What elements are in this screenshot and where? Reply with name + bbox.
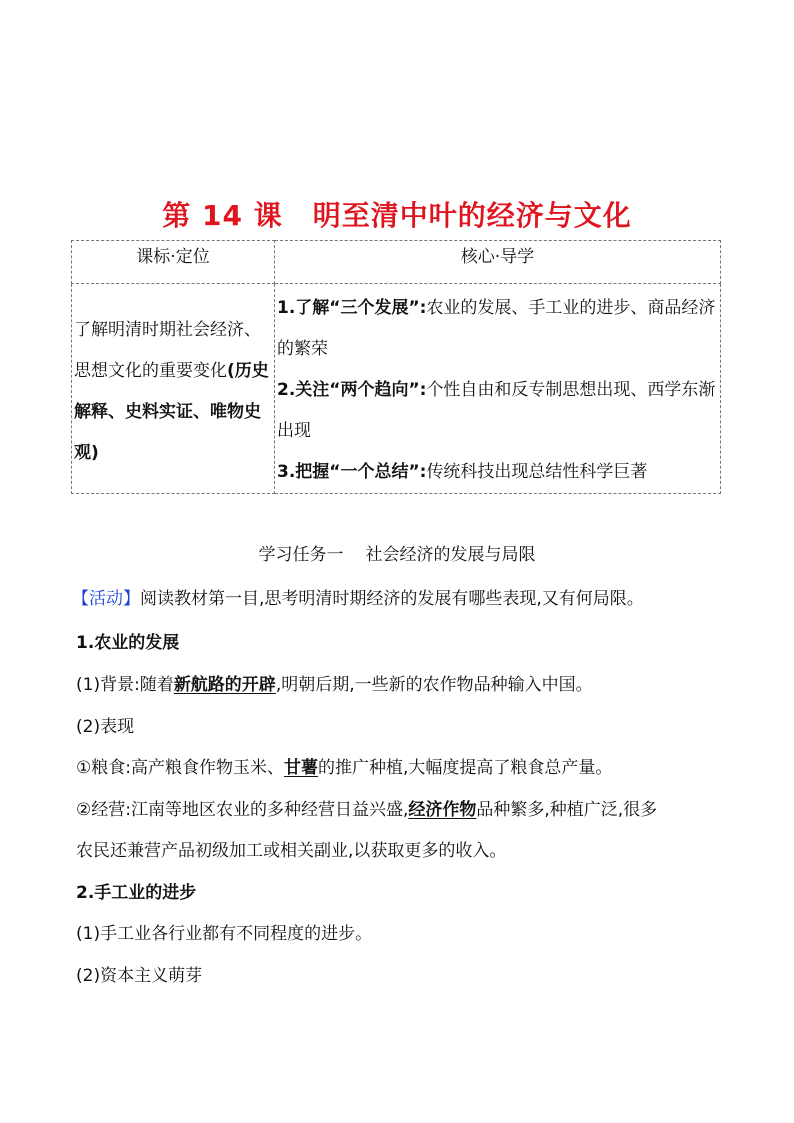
- paragraph-handicraft: (1)手工业各行业都有不同程度的进步。: [76, 924, 373, 944]
- guide-table-body-row: [72, 284, 721, 494]
- lesson-title: 明至清中叶的经济与文化: [312, 199, 632, 232]
- core-item-lead: 2.关注“两个趋向”:: [277, 380, 427, 400]
- core-item-text: 农业的发展、手工业的进步、商品经济的繁荣: [277, 298, 716, 359]
- activity-text: 阅读教材第一目,思考明清时期经济的发展有哪些表现,又有何局限。: [140, 589, 644, 609]
- guide-table-header-row: [72, 241, 721, 284]
- core-item: [277, 452, 720, 493]
- heading-handicraft: 2.手工业的进步: [76, 883, 197, 903]
- core-item: [277, 288, 720, 370]
- section-name: 社会经济的发展与局限: [365, 545, 536, 565]
- paragraph-background: (1)背景:随着新航路的开辟,明朝后期,一些新的农作物品种输入中国。: [76, 675, 593, 695]
- section-heading: [0, 540, 794, 565]
- paragraph-performance: (2)表现: [76, 717, 135, 737]
- curriculum-literacy: (历史解释、史料实证、唯物史观): [74, 361, 269, 463]
- key-term: 经济作物: [408, 800, 477, 820]
- page-title: [0, 194, 794, 234]
- key-term: 甘薯: [283, 758, 318, 778]
- paragraph-grain: ①粮食:高产粮食作物玉米、甘薯的推广种植,大幅度提高了粮食总产量。: [76, 758, 613, 778]
- paragraph-operation-cont: 农民还兼营产品初级加工或相关副业,以获取更多的收入。: [76, 841, 507, 861]
- guide-table: [71, 240, 721, 494]
- core-cell: [275, 284, 721, 494]
- core-item-text: 传统科技出现总结性科学巨著: [426, 462, 648, 482]
- activity-label: 【活动】: [72, 589, 140, 609]
- section-task: 学习任务一: [258, 545, 344, 565]
- paragraph-capitalism: (2)资本主义萌芽: [76, 966, 203, 986]
- core-item-lead: 1.了解“三个发展”:: [277, 298, 427, 318]
- core-item-text: 个性自由和反专制思想出现、西学东渐出现: [277, 380, 716, 441]
- curriculum-cell: [72, 284, 275, 494]
- heading-agriculture: 1.农业的发展: [76, 633, 180, 653]
- curriculum-text: 了解明清时期社会经济、思想文化的重要变化: [74, 320, 261, 381]
- header-core: 核心·导学: [275, 241, 721, 284]
- core-item: [277, 370, 720, 452]
- header-curriculum: 课标·定位: [72, 241, 275, 284]
- activity-line: [72, 584, 644, 609]
- core-item-lead: 3.把握“一个总结”:: [277, 462, 427, 482]
- paragraph-operation: ②经营:江南等地区农业的多种经营日益兴盛,经济作物品种繁多,种植广泛,很多: [76, 800, 658, 820]
- lesson-number: 第 14 课: [162, 199, 283, 232]
- key-term: 新航路的开辟: [173, 675, 276, 695]
